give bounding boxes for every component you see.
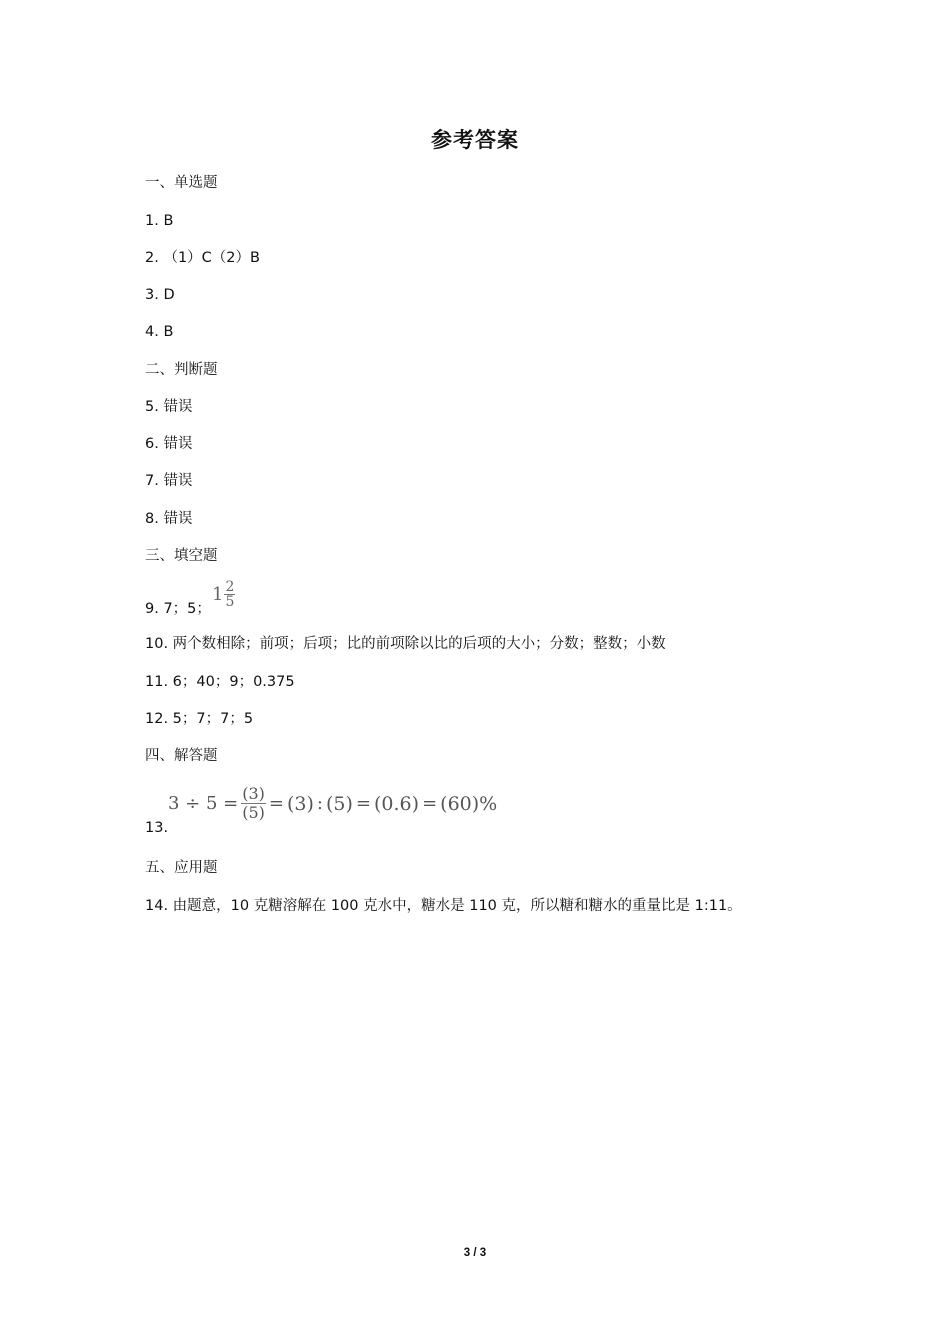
answer-12: 12. 5；7；7；5 xyxy=(145,711,254,727)
mixed-number-image xyxy=(212,580,235,609)
equation-decimal: (0.6) xyxy=(374,792,420,815)
equation-ratio-left: (3) xyxy=(287,792,314,815)
section-heading-solve: 四、解答题 xyxy=(145,748,218,764)
page-title: 参考答案 xyxy=(431,128,519,152)
section-heading-single-choice: 一、单选题 xyxy=(145,175,218,191)
answer-4: 4. B xyxy=(145,324,174,340)
answer-5: 5. 错误 xyxy=(145,399,193,415)
mixed-number-whole: 1 xyxy=(212,584,224,605)
answer-8: 8. 错误 xyxy=(145,511,193,527)
answer-13: 13. xyxy=(145,820,169,836)
equation-fraction-numerator: (3) xyxy=(242,784,265,803)
answer-10: 10. 两个数相除；前项；后项；比的前项除以比的后项的大小；分数；整数；小数 xyxy=(145,636,666,652)
answer-2: 2. （1）C（2）B xyxy=(145,250,260,266)
equation-ratio-right: (5) xyxy=(326,792,353,815)
mixed-number-fraction xyxy=(224,580,235,609)
section-heading-true-false: 二、判断题 xyxy=(145,362,218,378)
equation-percent: (60)% xyxy=(440,792,498,815)
equation-equals-3: = xyxy=(355,793,372,814)
equation-image xyxy=(168,785,497,822)
mixed-number-denominator: 5 xyxy=(225,594,235,610)
answer-6: 6. 错误 xyxy=(145,436,193,452)
mixed-number-numerator: 2 xyxy=(225,579,235,595)
equation-fraction-denominator: (5) xyxy=(242,803,265,822)
answer-11: 11. 6；40；9；0.375 xyxy=(145,674,295,690)
answer-3: 3. D xyxy=(145,287,175,303)
equation-ratio-colon: : xyxy=(316,793,323,814)
section-heading-application: 五、应用题 xyxy=(145,860,218,876)
answer-14: 14. 由题意，10 克糖溶解在 100 克水中，糖水是 110 克，所以糖和糖水的重量比是 1:11。 xyxy=(145,898,742,914)
page-number: 3 / 3 xyxy=(463,1247,487,1259)
answer-1: 1. B xyxy=(145,213,174,229)
answer-9: 9. 7；5； xyxy=(145,601,211,617)
answer-7: 7. 错误 xyxy=(145,473,193,489)
equation-lhs: 3 ÷ 5 = xyxy=(168,793,239,814)
equation-fraction xyxy=(241,785,266,822)
equation-equals-4: = xyxy=(422,793,438,814)
equation-equals-2: = xyxy=(268,793,284,814)
section-heading-fill-blank: 三、填空题 xyxy=(145,548,218,564)
